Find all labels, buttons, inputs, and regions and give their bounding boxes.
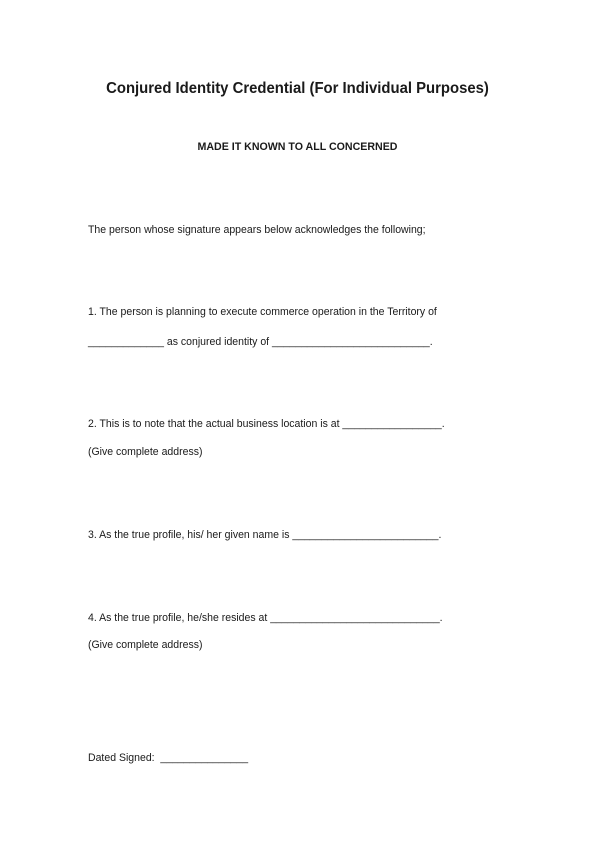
clause-3-line-1: 3. As the true profile, his/ her given name is _________________________. — [88, 529, 442, 541]
dated-signed-line: Dated Signed: _______________ — [88, 752, 249, 764]
document-title: Conjured Identity Credential (For Individual Purposes) — [106, 80, 489, 97]
clause-1-line-2: _____________ as conjured identity of ___________________________. — [88, 336, 433, 348]
clause-4-line-1: 4. As the true profile, he/she resides at _____________________________. — [88, 612, 443, 624]
clause-1-line-1: 1. The person is planning to execute commerce operation in the Territory of — [88, 306, 437, 318]
clause-2-line-1: 2. This is to note that the actual business location is at _________________. — [88, 418, 445, 430]
clause-2-line-2: (Give complete address) — [88, 446, 203, 458]
document-subtitle: MADE IT KNOWN TO ALL CONCERNED — [197, 141, 398, 153]
intro-text: The person whose signature appears below acknowledges the following; — [88, 224, 426, 236]
clause-4-line-2: (Give complete address) — [88, 639, 203, 651]
